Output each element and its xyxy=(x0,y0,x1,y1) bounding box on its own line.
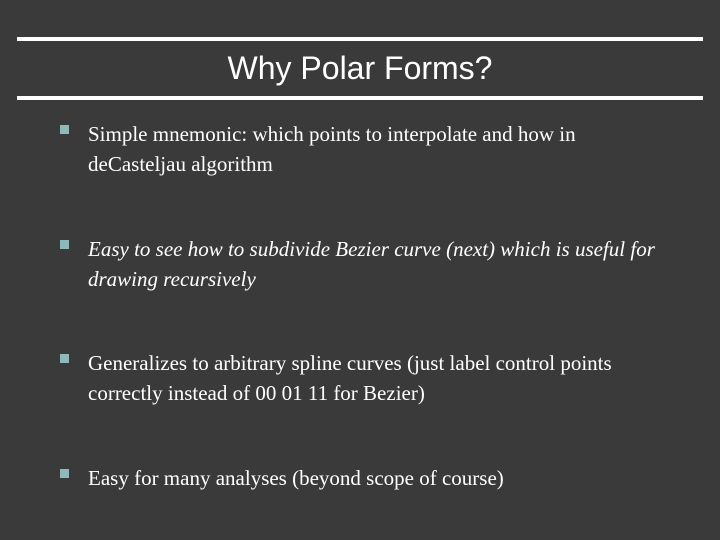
bullet-square-icon xyxy=(60,354,69,363)
bullet-text: Simple mnemonic: which points to interpolate and how in deCasteljau algorithm xyxy=(88,122,576,176)
bullet-text: Easy to see how to subdivide Bezier curve (next) which is useful for drawing recursively xyxy=(88,237,655,291)
bullet-square-icon xyxy=(60,125,69,134)
slide-title: Why Polar Forms? xyxy=(227,50,493,86)
bullet-square-icon xyxy=(60,469,69,478)
bullet-square-icon xyxy=(60,240,69,249)
bullet-text: Easy for many analyses (beyond scope of course) xyxy=(88,466,504,490)
bullet-text: Generalizes to arbitrary spline curves (just label control points correctly instead of 00 01 11 for Bezier) xyxy=(88,351,612,405)
